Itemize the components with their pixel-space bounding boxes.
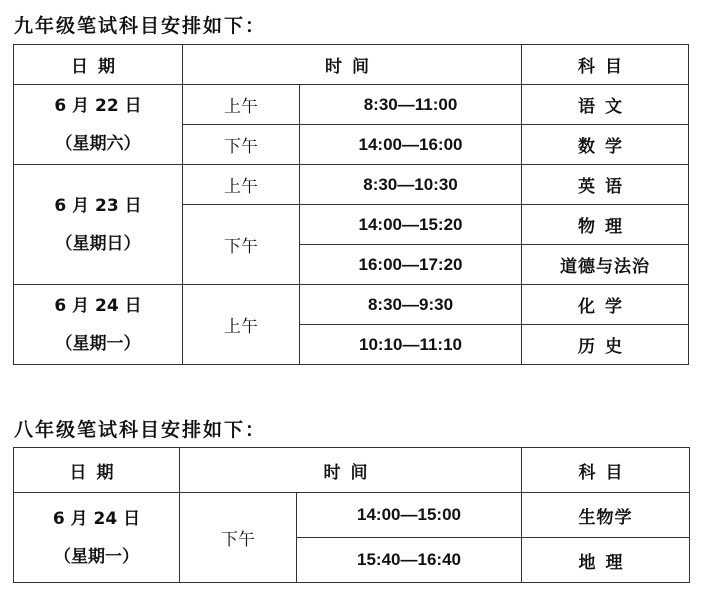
table-row [14, 165, 689, 205]
time-cell: 8:30—9:30 [300, 285, 522, 325]
time-header: 时间 [180, 448, 522, 493]
table-row [14, 85, 689, 125]
grade8-schedule-table [13, 447, 690, 583]
time-cell: 8:30—10:30 [300, 165, 522, 205]
time-cell: 14:00—16:00 [300, 125, 522, 165]
date-cell [14, 285, 183, 365]
period-cell: 上午 [183, 85, 300, 125]
subject-header: 科目 [522, 45, 689, 85]
grade9-heading: 九年级笔试科目安排如下： [14, 15, 267, 37]
table-row [14, 285, 689, 325]
date-cell [14, 165, 183, 285]
weekday-label: （星期一） [55, 333, 141, 354]
grade8-heading: 八年级笔试科目安排如下： [14, 419, 267, 441]
time-header: 时间 [183, 45, 522, 85]
date-header: 日期 [14, 45, 183, 85]
time-cell: 8:30—11:00 [300, 85, 522, 125]
date-label: 6 月 22 日 [54, 95, 142, 116]
time-cell: 14:00—15:20 [300, 205, 522, 245]
subject-cell: 生物学 [522, 493, 690, 538]
date-cell [14, 85, 183, 165]
grade9-schedule-table [13, 44, 689, 365]
subject-cell: 道德与法治 [522, 245, 689, 285]
subject-cell: 物理 [522, 205, 689, 245]
weekday-label: （星期一） [54, 546, 139, 567]
time-cell: 10:10—11:10 [300, 325, 522, 365]
subject-cell: 语文 [522, 85, 689, 125]
table-row [14, 493, 690, 538]
date-label: 6 月 24 日 [54, 295, 142, 316]
date-header: 日期 [14, 448, 180, 493]
subject-cell: 历史 [522, 325, 689, 365]
subject-header: 科目 [522, 448, 690, 493]
period-cell: 下午 [183, 205, 300, 285]
period-cell: 上午 [183, 285, 300, 365]
date-label: 6 月 24 日 [52, 508, 141, 529]
time-cell: 16:00—17:20 [300, 245, 522, 285]
subject-cell: 英语 [522, 165, 689, 205]
subject-cell: 数学 [522, 125, 689, 165]
table-header-row [14, 448, 690, 493]
weekday-label: （星期六） [55, 133, 141, 154]
subject-cell: 化学 [522, 285, 689, 325]
weekday-label: （星期日） [55, 233, 141, 254]
table-header-row [14, 45, 689, 85]
time-cell: 14:00—15:00 [297, 493, 522, 538]
date-cell [14, 493, 180, 583]
date-label: 6 月 23 日 [54, 195, 142, 216]
period-cell: 上午 [183, 165, 300, 205]
subject-cell: 地理 [522, 538, 690, 583]
time-cell: 15:40—16:40 [297, 538, 522, 583]
period-cell: 下午 [183, 125, 300, 165]
period-cell: 下午 [180, 493, 297, 583]
